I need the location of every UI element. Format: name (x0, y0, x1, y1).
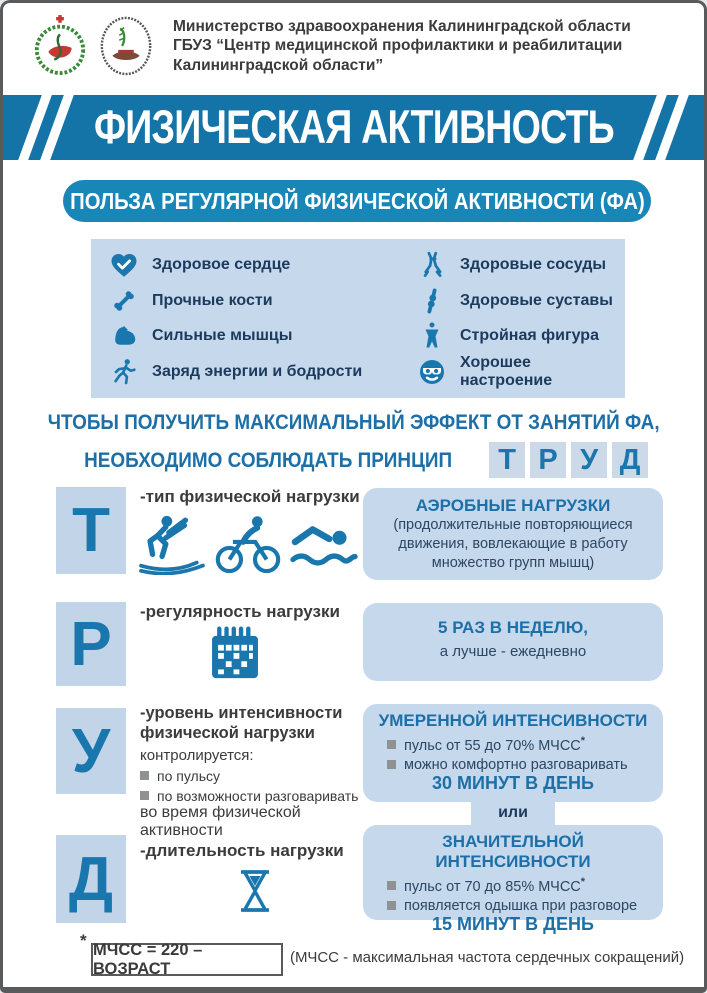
vigorous-box-title: ЗНАЧИТЕЛЬНОЙ ИНТЕНСИВНОСТИ (435, 832, 591, 871)
ministry-emblem-icon (31, 15, 89, 77)
smiley-sunglasses-icon (417, 357, 447, 387)
benefits-heading: ПОЛЬЗА РЕГУЛЯРНОЙ ФИЗИЧЕСКОЙ АКТИВНОСТИ (ФА) (63, 180, 651, 222)
moderate-bullet-text: можно комфортно разговаривать (404, 756, 628, 773)
poster-title: ФИЗИЧЕСКАЯ АКТИВНОСТЬ (93, 100, 614, 153)
trud-letter-r: Р (530, 442, 566, 478)
bone-icon (109, 286, 139, 316)
benefit-item (417, 284, 625, 318)
letter-tile-t: Т (56, 487, 126, 574)
benefits-right-column (417, 247, 625, 390)
bullet-square (387, 760, 396, 769)
letter-tile-r: Р (56, 602, 126, 686)
row-u-sub: контролируется: (140, 746, 254, 764)
aerobic-box (363, 488, 663, 580)
frequency-box (363, 603, 663, 681)
benefit-label: Прочные кости (152, 291, 273, 309)
cyclist-icon (212, 513, 284, 575)
moderate-bullet (387, 757, 655, 773)
bullet-square (387, 881, 396, 890)
letter-tile-d: Д (56, 835, 126, 923)
principle-line-2-text: НЕОБХОДИМО СОБЛЮДАТЬ ПРИНЦИП (83, 447, 453, 472)
trud-letter-t: Т (489, 442, 525, 478)
moderate-box-title: УМЕРЕННОЙ ИНТЕНСИВНОСТИ (378, 711, 648, 730)
moderate-box-bullets (371, 735, 655, 773)
swimmer-icon (288, 513, 360, 575)
hourglass-icon (231, 865, 279, 917)
control-bullet-text: по пульсу (157, 767, 220, 784)
aerobic-box-title: АЭРОБНЫЕ НАГРУЗКИ (415, 496, 611, 515)
principle-line-2 (3, 442, 704, 478)
bullet-square (140, 791, 149, 800)
moderate-bullet-text: пульс от 55 до 70% МЧСС* (404, 735, 586, 754)
vigorous-bullet-text: появляется одышка при разговоре (404, 897, 638, 914)
asterisk-marker: * (580, 876, 586, 888)
vigorous-bullet-text: пульс от 70 до 85% МЧСС* (404, 876, 586, 895)
vigorous-box (363, 825, 663, 934)
benefit-item (417, 319, 625, 353)
benefit-item (109, 284, 417, 318)
benefit-label: Здоровые сосуды (460, 255, 607, 273)
runner-icon (109, 357, 139, 387)
benefit-label: Стройная фигура (460, 327, 599, 345)
benefit-label: Сильные мышцы (152, 327, 293, 345)
title-band (0, 95, 707, 160)
header (31, 15, 631, 77)
heart-check-icon (109, 250, 139, 280)
row-u-label-line-2: физической нагрузки (140, 723, 315, 742)
benefit-item (109, 319, 417, 353)
formula-box: МЧСС = 220 – ВОЗРАСТ (91, 943, 283, 976)
benefit-label: Заряд энергии и бодрости (152, 363, 363, 381)
row-d-label: -длительность нагрузки (140, 841, 344, 860)
aerobic-box-line: (продолжительные повторяющиеся (393, 517, 633, 533)
bicep-icon (109, 321, 139, 351)
frequency-box-title: 5 РАЗ В НЕДЕЛЮ, (438, 618, 588, 637)
asterisk-marker: * (580, 735, 586, 747)
trud-letter-d: Д (612, 442, 648, 478)
vigorous-bullet (387, 876, 655, 895)
calendar-icon (206, 624, 264, 684)
bullet-square (387, 740, 396, 749)
row-r-label: -регулярность нагрузки (140, 602, 340, 621)
vigorous-box-bullets (371, 876, 655, 914)
benefit-item (109, 355, 417, 389)
moderate-box-strong: 30 МИНУТ В ДЕНЬ (432, 772, 594, 793)
row-type (3, 487, 707, 587)
benefit-item (417, 248, 625, 282)
moderate-box (363, 704, 663, 802)
figure-icon (417, 321, 447, 351)
control-bullet (140, 788, 368, 804)
row-intensity (3, 704, 707, 839)
letter-tile-u: У (56, 708, 126, 794)
row-u-label-line-1: -уровень интенсивности (140, 704, 343, 722)
footnote (3, 931, 704, 981)
joint-icon (417, 286, 447, 316)
benefits-box (91, 239, 625, 398)
benefit-item (109, 248, 417, 282)
org-text (173, 17, 631, 75)
row-regularity (3, 600, 707, 695)
footnote-asterisk: * (80, 931, 87, 950)
trud-letter-tiles (489, 442, 648, 478)
aerobic-box-line: движения, вовлекающие в работу (398, 536, 628, 553)
benefit-item (417, 355, 625, 389)
org-line-2: ГБУЗ “Центр медицинской профилактики и реабилитации (173, 37, 623, 55)
bullet-square (387, 901, 396, 910)
vessels-icon (417, 250, 447, 280)
trud-letter-u: У (571, 442, 607, 478)
principle-line-1: ЧТОБЫ ПОЛУЧИТЬ МАКСИМАЛЬНЫЙ ЭФФЕКТ ОТ ЗАНЯТИЙ ФА, (47, 410, 660, 434)
control-bullet-continuation: во время физической активности (140, 803, 301, 839)
formula-explanation: (МЧСС - максимальная частота сердечных сокращений) (290, 949, 685, 966)
or-connector: или (471, 801, 555, 825)
control-bullet-text: по возможности разговаривать (157, 787, 359, 804)
benefits-left-column (109, 247, 417, 390)
vigorous-box-strong: 15 МИНУТ В ДЕНЬ (432, 913, 594, 934)
org-line-1: Министерство здравоохранения Калининградской области (173, 18, 631, 36)
bullet-square (140, 771, 149, 780)
control-bullet (140, 768, 368, 784)
center-emblem-icon (97, 15, 155, 77)
org-line-3: Калининградской области” (173, 56, 384, 74)
row-u-text (140, 704, 368, 840)
frequency-box-line: а лучше - ежедневно (439, 643, 587, 660)
benefit-label: Здоровое сердце (152, 255, 291, 273)
sport-icons (136, 513, 360, 575)
row-t-label: -тип физической нагрузки (140, 487, 360, 506)
skier-icon (136, 513, 208, 575)
aerobic-box-line: множество групп мышц) (431, 555, 595, 572)
row-duration (3, 825, 707, 934)
moderate-bullet (387, 735, 655, 754)
benefit-label: Хорошее настроение (460, 354, 553, 390)
benefit-label: Здоровые суставы (460, 291, 613, 309)
vigorous-bullet (387, 898, 655, 914)
principle-heading (3, 410, 704, 478)
